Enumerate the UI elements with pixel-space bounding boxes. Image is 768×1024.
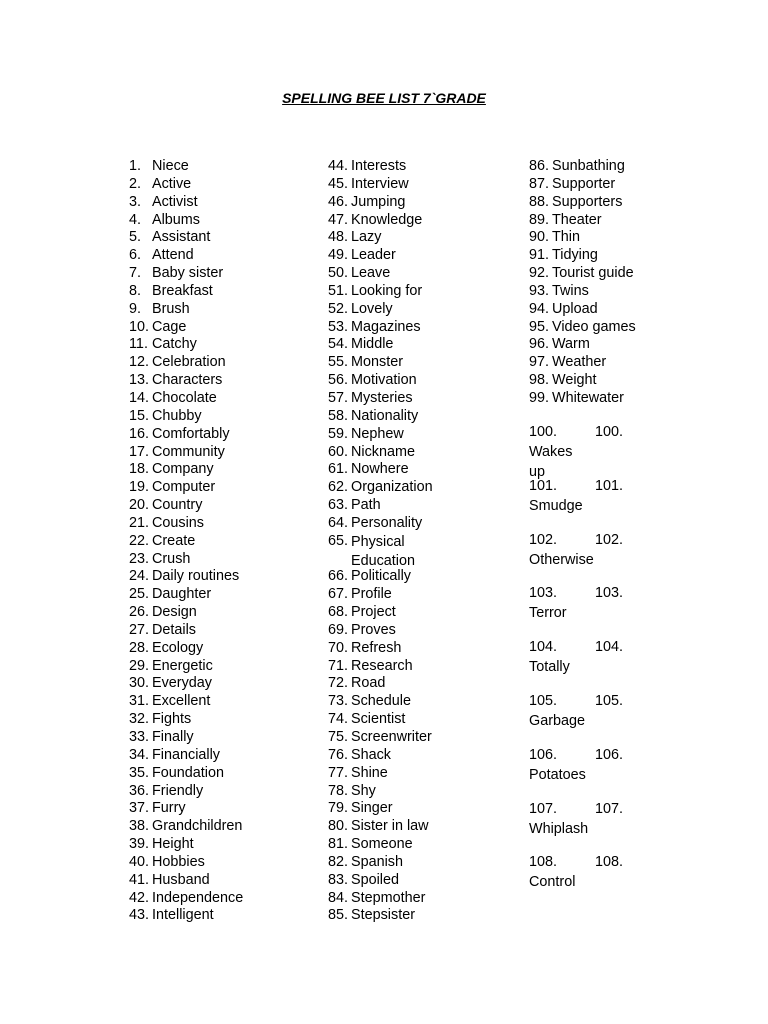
item-word: Singer xyxy=(351,800,393,817)
item-word: Nowhere xyxy=(351,461,409,478)
item-word: Mysteries xyxy=(351,389,413,406)
item-word: Someone xyxy=(351,836,413,853)
item-number: 76. xyxy=(328,746,349,763)
item-number: 73. xyxy=(328,693,349,710)
item-word: Politically xyxy=(351,568,411,585)
item-word: Cousins xyxy=(152,514,204,531)
item-number-duplicate: 106. xyxy=(595,746,624,763)
item-word: Shy xyxy=(351,782,376,799)
item-number: 20. xyxy=(129,497,150,514)
item-number: 38. xyxy=(129,818,150,835)
item-number: 15. xyxy=(129,407,150,424)
item-word: Nationality xyxy=(351,407,419,424)
item-word: Everyday xyxy=(152,675,212,692)
item-number: 65. xyxy=(328,532,349,549)
item-word: Theater xyxy=(552,211,602,228)
item-number: 36. xyxy=(129,782,150,799)
item-word: Scientist xyxy=(351,711,406,728)
item-number: 44. xyxy=(328,158,349,174)
item-number: 24. xyxy=(129,568,150,585)
item-word: Warm xyxy=(552,336,590,353)
item-number: 78. xyxy=(328,782,349,799)
item-word: Wakes up xyxy=(529,444,573,480)
item-number: 33. xyxy=(129,729,150,745)
item-number: 45. xyxy=(328,175,349,192)
item-number: 10. xyxy=(129,318,150,335)
item-word: Supporter xyxy=(552,175,616,192)
item-word: Supporters xyxy=(552,193,623,210)
item-number: 49. xyxy=(328,247,349,264)
item-number: 53. xyxy=(328,318,349,335)
item-word: Computer xyxy=(152,479,216,496)
item-word: Magazines xyxy=(351,318,421,335)
item-word: Lovely xyxy=(351,300,393,317)
item-word: Whiplash xyxy=(529,820,589,837)
item-number: 29. xyxy=(129,657,150,674)
item-number: 7. xyxy=(129,265,142,282)
item-number: 31. xyxy=(129,693,150,710)
item-word: Middle xyxy=(351,336,394,353)
item-word: Sister in law xyxy=(351,818,429,835)
item-word: Attend xyxy=(152,247,194,264)
item-word: Monster xyxy=(351,354,403,371)
item-number: 8. xyxy=(129,282,142,299)
item-word: Shine xyxy=(351,764,388,781)
item-number: 88. xyxy=(529,193,550,210)
item-word: Furry xyxy=(152,800,186,817)
item-number: 50. xyxy=(328,265,349,282)
item-word: Breakfast xyxy=(152,282,213,299)
item-number: 14. xyxy=(129,389,150,406)
item-number: 57. xyxy=(328,389,349,406)
item-number: 28. xyxy=(129,639,150,656)
item-number: 92. xyxy=(529,265,550,282)
item-word: Leave xyxy=(351,265,391,282)
item-word: Baby sister xyxy=(152,265,224,282)
item-word: Profile xyxy=(351,586,392,603)
item-word: Ecology xyxy=(152,639,204,656)
item-number: 81. xyxy=(328,836,349,853)
item-word: Chocolate xyxy=(152,389,217,406)
item-word: Cage xyxy=(152,318,187,335)
item-number: 9. xyxy=(129,300,142,317)
item-word: Active xyxy=(152,175,192,192)
item-number: 82. xyxy=(328,853,349,870)
item-number: 62. xyxy=(328,479,349,496)
item-word: Looking for xyxy=(351,282,423,299)
item-word: Schedule xyxy=(351,693,412,710)
item-number: 72. xyxy=(328,675,349,692)
item-word: Screenwriter xyxy=(351,729,432,745)
item-word: Activist xyxy=(152,193,198,210)
item-word: Research xyxy=(351,657,413,674)
item-number: 46. xyxy=(328,193,349,210)
item-number: 59. xyxy=(328,425,349,442)
item-word: Husband xyxy=(152,871,210,888)
item-number: 67. xyxy=(328,586,349,603)
item-number: 2. xyxy=(129,175,142,192)
item-word: Niece xyxy=(152,158,189,174)
item-word: Albums xyxy=(152,211,200,228)
item-number-duplicate: 100. xyxy=(595,424,624,440)
item-word: Organization xyxy=(351,479,433,496)
item-number: 19. xyxy=(129,479,150,496)
item-number: 42. xyxy=(129,889,150,906)
item-number: 26. xyxy=(129,604,150,621)
item-word: Stepmother xyxy=(351,889,426,906)
item-word: Refresh xyxy=(351,639,402,656)
item-word: Chubby xyxy=(152,407,202,424)
item-word: Totally xyxy=(529,659,570,676)
item-word: Design xyxy=(152,604,197,621)
item-word: Proves xyxy=(351,621,396,638)
item-word: Physical Education xyxy=(351,533,416,569)
item-number: 51. xyxy=(328,282,349,299)
item-number: 25. xyxy=(129,586,150,603)
item-word: Leader xyxy=(351,247,396,264)
item-word: Daily routines xyxy=(152,568,240,585)
item-number: 41. xyxy=(129,871,150,888)
item-word: Crush xyxy=(152,550,191,567)
item-word: Hobbies xyxy=(152,853,205,870)
item-word: Celebration xyxy=(152,354,226,371)
item-word: Terror xyxy=(529,605,567,622)
item-number: 77. xyxy=(328,764,349,781)
item-word: Sunbathing xyxy=(552,158,625,174)
item-word: Energetic xyxy=(152,657,213,674)
item-word: Comfortably xyxy=(152,425,230,442)
item-number: 56. xyxy=(328,372,349,389)
item-word: Intelligent xyxy=(152,907,214,924)
item-number: 85. xyxy=(328,907,349,924)
item-number-duplicate: 108. xyxy=(595,854,624,871)
item-word: Finally xyxy=(152,729,194,745)
item-word: Nickname xyxy=(351,443,415,460)
item-number: 94. xyxy=(529,300,550,317)
item-word: Fights xyxy=(152,711,192,728)
item-number: 6. xyxy=(129,247,142,264)
item-number: 52. xyxy=(328,300,349,317)
item-number: 66. xyxy=(328,568,349,585)
item-word: Brush xyxy=(152,300,190,317)
item-number: 58. xyxy=(328,407,349,424)
item-number: 18. xyxy=(129,461,150,478)
item-number: 27. xyxy=(129,621,150,638)
item-number: 1. xyxy=(129,158,142,174)
item-number: 71. xyxy=(328,657,349,674)
item-number: 39. xyxy=(129,836,150,853)
item-number: 23. xyxy=(129,550,150,567)
item-number-duplicate: 103. xyxy=(595,585,624,602)
item-number: 69. xyxy=(328,621,349,638)
item-word: Weather xyxy=(552,354,607,371)
item-word: Daughter xyxy=(152,586,212,603)
item-number: 75. xyxy=(328,729,349,745)
item-number: 103. xyxy=(529,585,558,602)
item-word: Personality xyxy=(351,514,423,531)
item-number: 64. xyxy=(328,514,349,531)
item-number: 91. xyxy=(529,247,550,264)
item-number: 11. xyxy=(129,336,148,353)
item-word: Spanish xyxy=(351,853,404,870)
item-number-duplicate: 101. xyxy=(595,477,624,494)
item-word: Video games xyxy=(552,318,636,335)
item-word: Road xyxy=(351,675,386,692)
item-number: 100. xyxy=(529,424,558,440)
item-word: Control xyxy=(529,874,576,891)
item-word: Smudge xyxy=(529,497,583,514)
item-number: 80. xyxy=(328,818,349,835)
item-word: Stepsister xyxy=(351,907,415,924)
item-word: Details xyxy=(152,621,196,638)
item-number: 83. xyxy=(328,871,349,888)
item-word: Characters xyxy=(152,372,223,389)
item-number-duplicate: 102. xyxy=(595,531,624,548)
item-number: 47. xyxy=(328,211,349,228)
item-word: Potatoes xyxy=(529,766,586,783)
item-word: Catchy xyxy=(152,336,197,353)
item-number: 101. xyxy=(529,477,558,494)
item-number: 40. xyxy=(129,853,150,870)
item-number: 21. xyxy=(129,514,150,531)
item-number: 104. xyxy=(529,639,558,656)
item-number: 63. xyxy=(328,497,349,514)
item-word: Tidying xyxy=(552,247,598,264)
item-number: 35. xyxy=(129,764,150,781)
item-word: Interview xyxy=(351,175,409,192)
item-number: 12. xyxy=(129,354,150,371)
item-word: Spoiled xyxy=(351,871,400,888)
item-number: 48. xyxy=(328,229,349,246)
item-word: Interests xyxy=(351,158,407,174)
item-number: 106. xyxy=(529,746,558,763)
item-word: Jumping xyxy=(351,193,406,210)
item-number: 93. xyxy=(529,282,550,299)
item-number: 70. xyxy=(328,639,349,656)
item-word: Create xyxy=(152,532,196,549)
item-number: 98. xyxy=(529,372,550,389)
item-number: 79. xyxy=(328,800,349,817)
item-number: 84. xyxy=(328,889,349,906)
item-number: 54. xyxy=(328,336,349,353)
item-word: Height xyxy=(152,836,194,853)
item-number: 22. xyxy=(129,532,150,549)
item-word: Whitewater xyxy=(552,389,624,406)
item-word: Tourist guide xyxy=(552,265,634,282)
item-word: Garbage xyxy=(529,712,586,729)
item-word: Independence xyxy=(152,889,244,906)
item-word: Knowledge xyxy=(351,211,423,228)
item-number: 68. xyxy=(328,604,349,621)
item-number: 86. xyxy=(529,158,550,174)
item-word: Project xyxy=(351,604,396,621)
item-number: 107. xyxy=(529,800,558,817)
item-number-duplicate: 104. xyxy=(595,639,624,656)
item-word: Country xyxy=(152,497,203,514)
item-number: 37. xyxy=(129,800,150,817)
item-number: 90. xyxy=(529,229,550,246)
item-number: 96. xyxy=(529,336,550,353)
item-word: Excellent xyxy=(152,693,211,710)
item-number: 55. xyxy=(328,354,349,371)
item-number: 102. xyxy=(529,531,558,548)
item-word: Community xyxy=(152,443,225,460)
item-number: 108. xyxy=(529,854,558,871)
item-number-duplicate: 107. xyxy=(595,800,624,817)
item-number: 3. xyxy=(129,193,142,210)
item-number: 30. xyxy=(129,675,150,692)
item-word: Friendly xyxy=(152,782,204,799)
item-word: Motivation xyxy=(351,372,417,389)
item-number: 34. xyxy=(129,746,150,763)
item-number: 16. xyxy=(129,425,150,442)
item-number: 43. xyxy=(129,907,150,924)
item-number: 89. xyxy=(529,211,550,228)
item-number: 60. xyxy=(328,443,349,460)
item-word: Twins xyxy=(552,282,589,299)
item-number: 13. xyxy=(129,372,150,389)
item-number: 99. xyxy=(529,389,550,406)
item-word: Otherwise xyxy=(529,551,594,568)
item-number: 32. xyxy=(129,711,150,728)
item-word: Financially xyxy=(152,746,220,763)
item-word: Grandchildren xyxy=(152,818,243,835)
item-word: Thin xyxy=(552,229,580,246)
item-number: 4. xyxy=(129,211,142,228)
item-word: Foundation xyxy=(152,764,225,781)
item-number: 95. xyxy=(529,318,550,335)
item-number: 97. xyxy=(529,354,550,371)
item-word: Lazy xyxy=(351,229,382,246)
item-word: Upload xyxy=(552,300,598,317)
item-number: 74. xyxy=(328,711,349,728)
item-number: 17. xyxy=(129,443,150,460)
item-number: 105. xyxy=(529,692,558,709)
item-number: 61. xyxy=(328,461,349,478)
item-word: Nephew xyxy=(351,425,404,442)
item-number-duplicate: 105. xyxy=(595,692,624,709)
item-word: Weight xyxy=(552,372,597,389)
item-number: 87. xyxy=(529,175,550,192)
page-title: SPELLING BEE LIST 7`GRADE xyxy=(282,90,486,106)
item-number: 5. xyxy=(129,229,142,246)
item-word: Path xyxy=(351,497,381,514)
item-word: Company xyxy=(152,461,214,478)
item-word: Shack xyxy=(351,746,391,763)
item-word: Assistant xyxy=(152,229,211,246)
